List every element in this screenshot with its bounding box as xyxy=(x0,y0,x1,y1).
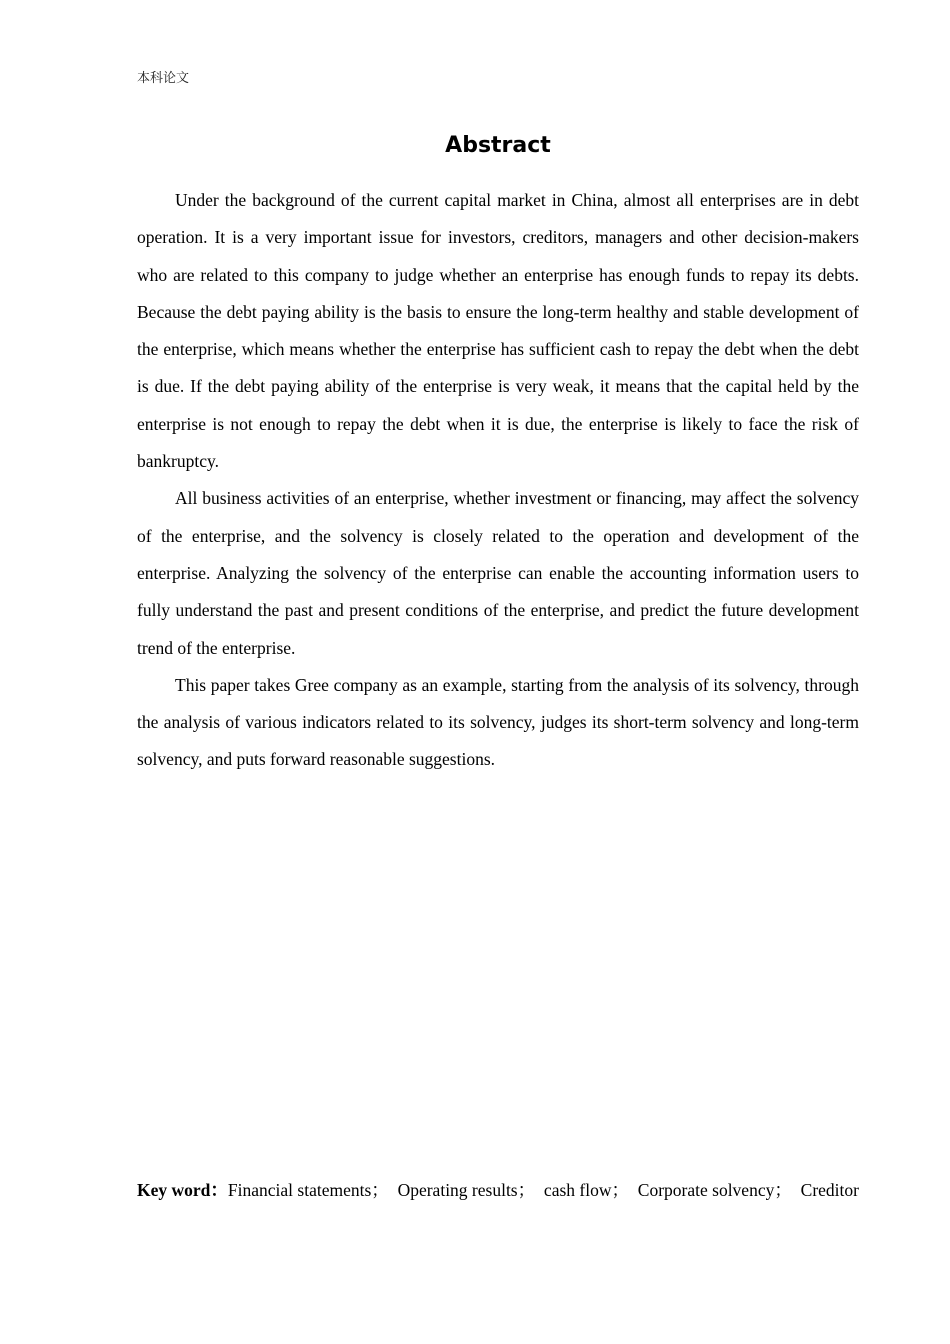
abstract-body xyxy=(137,182,859,779)
abstract-paragraph-3: This paper takes Gree company as an example, starting from the analysis of its solvency, through the analysis of various indicators related to its solvency, judges its short-term solvency and long-term solvency, and puts forward reasonable suggestions. xyxy=(137,674,859,770)
abstract-paragraph-1: Under the background of the current capital market in China, almost all enterprises are in debt operation. It is a very important issue for investors, creditors, managers and other decision-makers who are related to this company to judge whether an enterprise has enough funds to repay its debts. Because the debt paying ability is the basis to ensure the long-term healthy and stable development of the enterprise, which means whether the enterprise has sufficient cash to repay the debt when the debt is due. If the debt paying ability of the enterprise is very weak, it means that the capital held by the enterprise is not enough to repay the debt when it is due, the enterprise is likely to face the risk of bankruptcy. xyxy=(137,190,859,472)
keyword-item: Creditor xyxy=(800,1180,859,1200)
abstract-paragraph-2: All business activities of an enterprise, whether investment or financing, may affect the solvency of the enterprise, and the solvency is closely related to the operation and development of the enterprise. Analyzing the solvency of the enterprise can enable the accounting information users to fully understand the past and present conditions of the enterprise, and predict the future development trend of the enterprise. xyxy=(137,488,859,658)
keyword-item: Financial statements； xyxy=(227,1180,389,1200)
keywords-label: Key word： xyxy=(137,1180,228,1200)
keyword-item: cash flow； xyxy=(543,1180,629,1200)
running-header: 本科论文 xyxy=(137,71,190,86)
keyword-item: Corporate solvency； xyxy=(637,1180,792,1200)
abstract-title: Abstract xyxy=(445,133,551,158)
keyword-group-1 xyxy=(137,1172,389,1209)
keyword-item: Operating results； xyxy=(397,1180,536,1200)
keywords-line xyxy=(137,1172,859,1209)
